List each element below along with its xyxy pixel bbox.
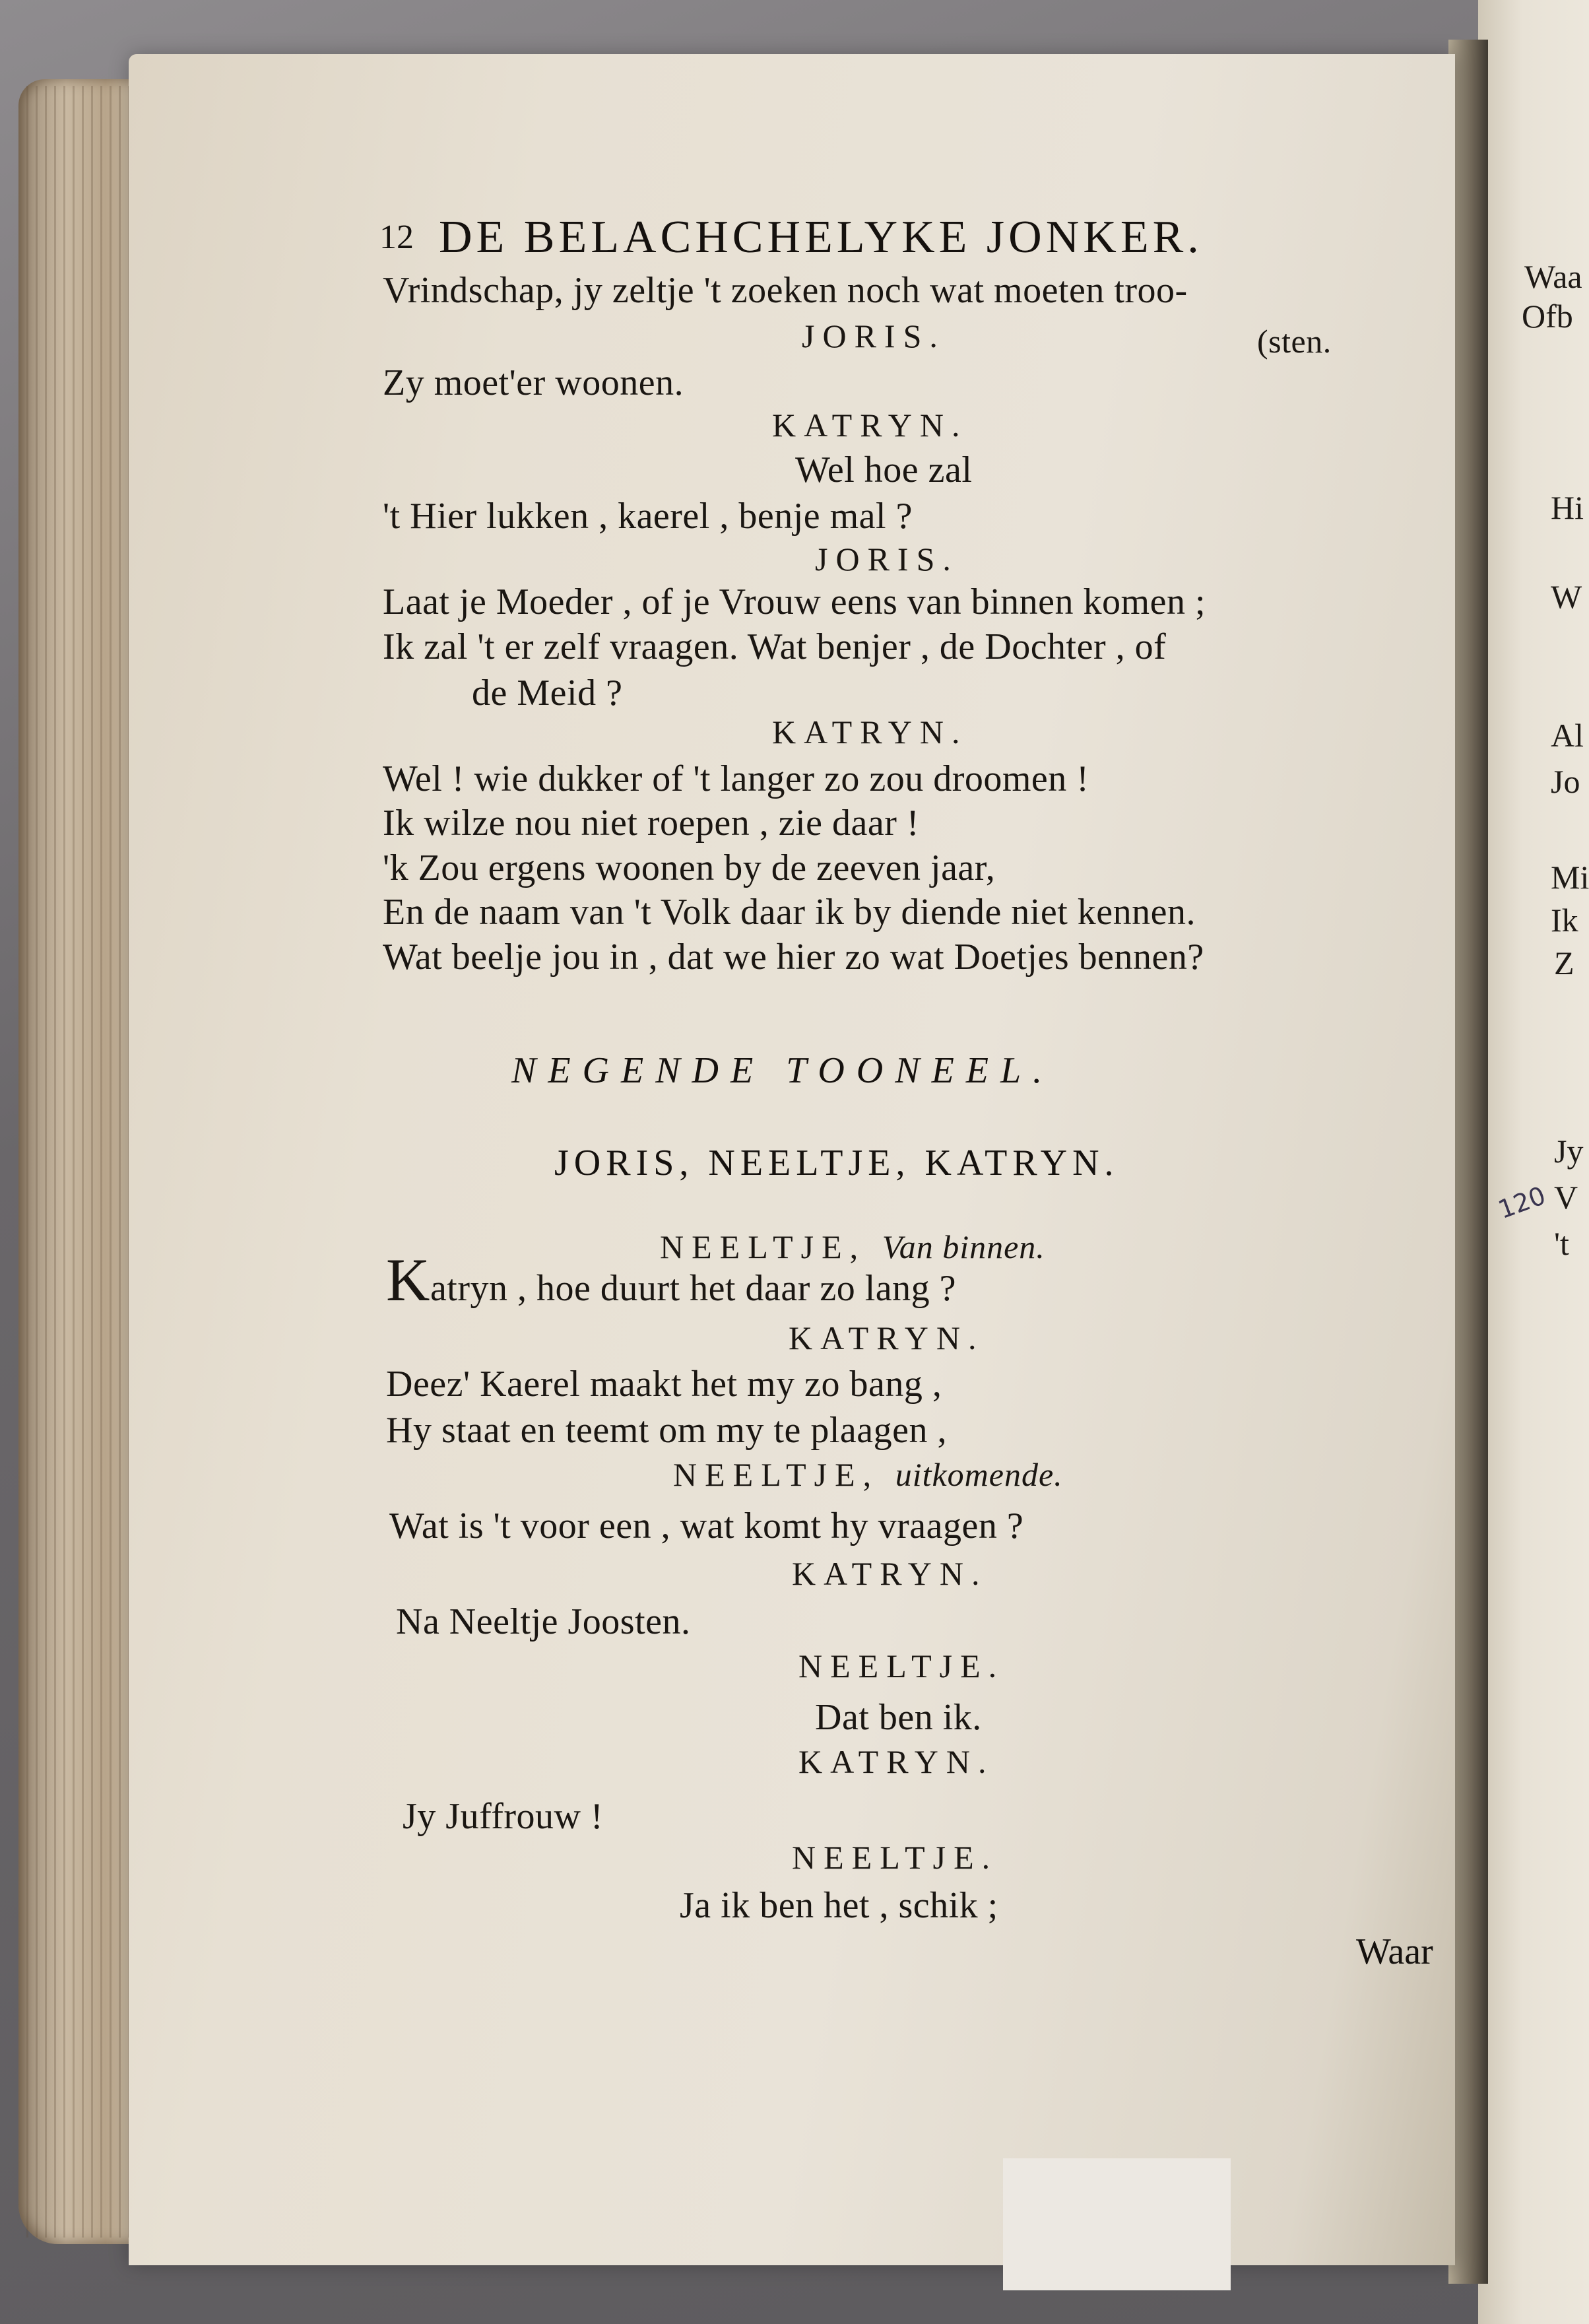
text-line: En de naam van 't Volk daar ik by diende niet kennen. <box>383 892 1196 933</box>
facing-fragment: Mi <box>1551 859 1589 896</box>
facing-fragment: Ik <box>1551 902 1578 939</box>
text-line: Wel hoe zal <box>795 449 973 490</box>
text-line: Hy staat en teemt om my te plaagen , <box>386 1410 947 1451</box>
text-line: Deez' Kaerel maakt het my zo bang , <box>386 1364 942 1405</box>
facing-fragment: Jo <box>1551 763 1580 800</box>
text-line: Laat je Moeder , of je Vrouw eens van binnen komen ; <box>383 581 1206 622</box>
facing-fragment: Hi <box>1551 489 1584 526</box>
handwritten-margin-note: 120 <box>1494 1180 1549 1225</box>
speaker-name: KATRYN. <box>772 714 968 750</box>
speaker-name: NEELTJE. <box>798 1647 1005 1684</box>
text-line: Ik zal 't er zelf vraagen. Wat benjer , de Dochter , of <box>383 626 1167 667</box>
facing-fragment: Waa <box>1524 258 1582 295</box>
catchword: Waar <box>1356 1931 1433 1972</box>
running-head: DE BELACHCHELYKE JONKER. <box>439 212 1203 263</box>
facing-fragment: Al <box>1551 717 1584 754</box>
text-line: 'k Zou ergens woonen by de zeeven jaar, <box>383 847 996 888</box>
stage-direction: uitkomende. <box>895 1456 1063 1493</box>
text-line: Ik wilze nou niet roepen , zie daar ! <box>383 803 920 844</box>
text-line: Zy moet'er woonen. <box>383 362 684 403</box>
text-line: Na Neeltje Joosten. <box>396 1601 691 1642</box>
speaker-name: KATRYN. <box>798 1743 994 1780</box>
text-line-body: atryn , hoe duurt het daar zo lang ? <box>430 1268 956 1309</box>
speaker-name: KATRYN. <box>792 1555 988 1592</box>
facing-fragment: Ofb <box>1522 298 1573 335</box>
text-line: Dat ben ik. <box>815 1697 982 1738</box>
text-line: Jy Juffrouw ! <box>403 1796 604 1837</box>
facing-page <box>1478 0 1589 2324</box>
stage-direction: Van binnen. <box>882 1228 1045 1265</box>
tape-strip <box>1003 2158 1231 2290</box>
speaker-name: KATRYN. <box>789 1319 985 1356</box>
text-line: 't Hier lukken , kaerel , benje mal ? <box>383 496 913 537</box>
speaker-label: NEELTJE, <box>660 1228 866 1265</box>
text-line: Wel ! wie dukker of 't langer zo zou droomen ! <box>383 758 1089 799</box>
speaker-name: NEELTJE. <box>792 1839 998 1876</box>
text-line: Ja ik ben het , schik ; <box>680 1885 998 1926</box>
facing-fragment: Z <box>1554 945 1574 981</box>
speaker-name: JORIS. <box>815 541 959 578</box>
scene-cast: JORIS, NEELTJE, KATRYN. <box>554 1143 1119 1183</box>
facing-fragment: 't <box>1554 1225 1569 1262</box>
text-line: Wat is 't voor een , wat komt hy vraagen ? <box>389 1506 1024 1546</box>
drop-cap: K <box>386 1246 430 1313</box>
text-line-tail: (sten. <box>1257 323 1332 360</box>
speaker-label: NEELTJE, <box>673 1456 880 1493</box>
speaker-name: JORIS. <box>802 317 946 354</box>
scene-title: NEGENDE TOONEEL. <box>511 1050 1054 1091</box>
speaker-name: KATRYN. <box>772 407 968 444</box>
facing-fragment: W <box>1551 578 1582 615</box>
text-line: Wat beelje jou in , dat we hier zo wat Doetjes bennen? <box>383 937 1204 978</box>
page-number: 12 <box>379 218 414 256</box>
speaker-name <box>673 1455 1063 1494</box>
speaker-name <box>660 1228 1045 1266</box>
facing-fragment: Jy <box>1554 1133 1584 1170</box>
text-line: Vrindschap, jy zeltje 't zoeken noch wat moeten troo- <box>383 270 1188 311</box>
text-line: de Meid ? <box>472 673 623 714</box>
facing-fragment: V <box>1554 1179 1578 1216</box>
